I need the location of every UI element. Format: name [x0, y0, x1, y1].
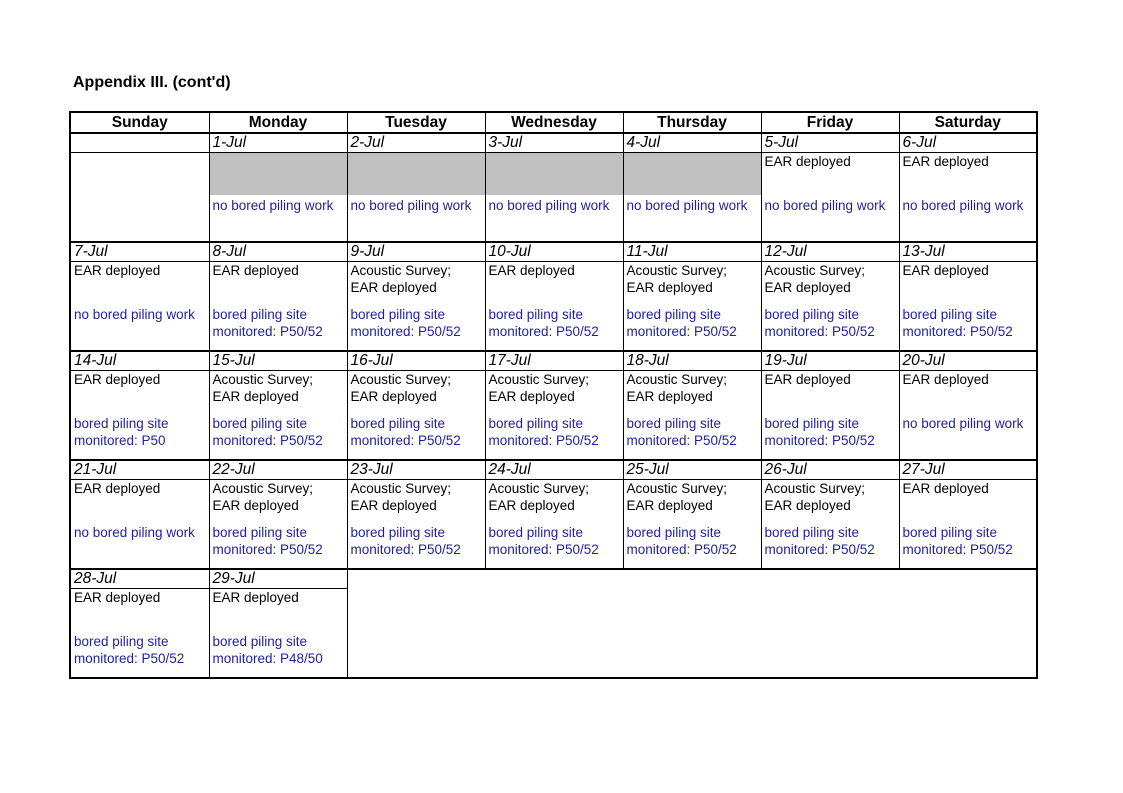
day-date: 28-Jul [70, 569, 209, 589]
day-cell [761, 371, 899, 461]
day-piling-status: no bored piling work [488, 198, 610, 213]
day-cell [70, 262, 209, 352]
day-date: 1-Jul [209, 133, 347, 153]
day-cell [209, 262, 347, 352]
page-title: Appendix III. (cont'd) [73, 74, 231, 91]
day-date: 24-Jul [485, 460, 623, 480]
day-cell [623, 371, 761, 461]
no-data-shading [486, 153, 623, 195]
day-date: 20-Jul [899, 351, 1037, 371]
day-activity: EAR deployed [488, 263, 575, 278]
day-activity: EAR deployed [902, 372, 989, 387]
weekday-wednesday: Wednesday [485, 112, 623, 133]
day-date: 6-Jul [899, 133, 1037, 153]
day-activity: EAR deployed [764, 154, 851, 169]
day-cell [347, 480, 485, 570]
day-cell [347, 153, 485, 243]
day-piling-status: bored piling site monitored: P50/52 [764, 307, 875, 339]
empty-cell [899, 569, 1037, 589]
day-piling-status: bored piling site monitored: P50/52 [212, 525, 323, 557]
day-date: 3-Jul [485, 133, 623, 153]
empty-cell [623, 589, 761, 679]
day-piling-status: bored piling site monitored: P50/52 [350, 307, 461, 339]
day-activity: EAR deployed [212, 263, 299, 278]
day-cell [70, 589, 209, 679]
day-date: 11-Jul [623, 242, 761, 262]
empty-cell [485, 569, 623, 589]
day-date: 18-Jul [623, 351, 761, 371]
week-date-row [70, 242, 1037, 262]
day-date: 9-Jul [347, 242, 485, 262]
day-piling-status: no bored piling work [902, 416, 1024, 431]
day-activity: Acoustic Survey; EAR deployed [488, 372, 590, 404]
no-data-shading [348, 153, 485, 195]
day-date: 12-Jul [761, 242, 899, 262]
empty-cell [899, 589, 1037, 679]
day-activity: EAR deployed [74, 372, 161, 387]
weekday-tuesday: Tuesday [347, 112, 485, 133]
day-piling-status: bored piling site monitored: P50/52 [626, 307, 737, 339]
week-body-row [70, 262, 1037, 352]
week-date-row [70, 569, 1037, 589]
day-piling-status: no bored piling work [764, 198, 886, 213]
day-date: 23-Jul [347, 460, 485, 480]
day-activity: Acoustic Survey; EAR deployed [350, 263, 452, 295]
day-activity: EAR deployed [902, 263, 989, 278]
day-cell [347, 262, 485, 352]
weekday-monday: Monday [209, 112, 347, 133]
day-activity: Acoustic Survey; EAR deployed [488, 481, 590, 513]
day-cell [70, 480, 209, 570]
day-piling-status: bored piling site monitored: P50/52 [764, 525, 875, 557]
calendar-table [69, 111, 1038, 679]
day-date [70, 133, 209, 153]
day-cell [209, 371, 347, 461]
day-cell [623, 153, 761, 243]
day-activity: Acoustic Survey; EAR deployed [212, 372, 314, 404]
day-piling-status: bored piling site monitored: P50/52 [74, 634, 185, 666]
day-date: 26-Jul [761, 460, 899, 480]
day-cell [899, 262, 1037, 352]
day-activity: EAR deployed [212, 590, 299, 605]
day-piling-status: no bored piling work [74, 525, 195, 540]
day-piling-status: no bored piling work [350, 198, 472, 213]
day-piling-status: bored piling site monitored: P50/52 [902, 525, 1013, 557]
day-cell [899, 371, 1037, 461]
day-activity: Acoustic Survey; EAR deployed [764, 481, 866, 513]
day-piling-status: no bored piling work [902, 198, 1024, 213]
day-date: 21-Jul [70, 460, 209, 480]
empty-cell [347, 589, 485, 679]
day-date: 7-Jul [70, 242, 209, 262]
day-cell [761, 480, 899, 570]
day-activity: Acoustic Survey; EAR deployed [350, 481, 452, 513]
day-piling-status: bored piling site monitored: P50/52 [626, 416, 737, 448]
day-cell [347, 371, 485, 461]
day-cell [623, 262, 761, 352]
day-cell [70, 371, 209, 461]
weekday-friday: Friday [761, 112, 899, 133]
week-body-row [70, 589, 1037, 679]
day-activity: Acoustic Survey; EAR deployed [764, 263, 866, 295]
day-cell [485, 262, 623, 352]
day-date: 4-Jul [623, 133, 761, 153]
weekday-header-row [70, 112, 1037, 133]
day-date: 15-Jul [209, 351, 347, 371]
week-body-row [70, 153, 1037, 243]
day-date: 16-Jul [347, 351, 485, 371]
empty-cell [347, 569, 485, 589]
day-piling-status: bored piling site monitored: P50/52 [488, 525, 599, 557]
day-piling-status: bored piling site monitored: P50/52 [350, 416, 461, 448]
day-date: 27-Jul [899, 460, 1037, 480]
day-activity: EAR deployed [74, 590, 161, 605]
day-cell [209, 589, 347, 679]
day-piling-status: no bored piling work [212, 198, 334, 213]
day-activity: EAR deployed [902, 154, 989, 169]
day-date: 22-Jul [209, 460, 347, 480]
day-piling-status: bored piling site monitored: P50/52 [488, 416, 599, 448]
day-piling-status: bored piling site monitored: P50/52 [212, 307, 323, 339]
day-cell [623, 480, 761, 570]
day-date: 19-Jul [761, 351, 899, 371]
week-body-row [70, 480, 1037, 570]
day-piling-status: bored piling site monitored: P50/52 [212, 416, 323, 448]
no-data-shading [624, 153, 761, 195]
day-cell [485, 480, 623, 570]
day-cell [761, 262, 899, 352]
day-date: 29-Jul [209, 569, 347, 589]
day-date: 5-Jul [761, 133, 899, 153]
weekday-saturday: Saturday [899, 112, 1037, 133]
day-activity: Acoustic Survey; EAR deployed [350, 372, 452, 404]
day-piling-status: bored piling site monitored: P50/52 [350, 525, 461, 557]
day-activity: Acoustic Survey; EAR deployed [212, 481, 314, 513]
week-date-row [70, 133, 1037, 153]
day-activity: Acoustic Survey; EAR deployed [626, 481, 728, 513]
day-cell [485, 371, 623, 461]
day-piling-status: no bored piling work [74, 307, 195, 322]
day-date: 14-Jul [70, 351, 209, 371]
day-activity: Acoustic Survey; EAR deployed [626, 263, 728, 295]
day-piling-status: bored piling site monitored: P50/52 [902, 307, 1013, 339]
day-date: 10-Jul [485, 242, 623, 262]
empty-cell [761, 589, 899, 679]
day-cell [761, 153, 899, 243]
day-cell [899, 480, 1037, 570]
day-cell [209, 153, 347, 243]
week-body-row [70, 371, 1037, 461]
no-data-shading [210, 153, 347, 195]
day-date: 8-Jul [209, 242, 347, 262]
empty-cell [623, 569, 761, 589]
day-activity: EAR deployed [902, 481, 989, 496]
weekday-sunday: Sunday [70, 112, 209, 133]
day-cell [485, 153, 623, 243]
day-piling-status: no bored piling work [626, 198, 748, 213]
week-date-row [70, 351, 1037, 371]
day-activity: EAR deployed [74, 263, 161, 278]
day-cell [70, 153, 209, 243]
day-activity: EAR deployed [764, 372, 851, 387]
day-date: 25-Jul [623, 460, 761, 480]
day-activity: Acoustic Survey; EAR deployed [626, 372, 728, 404]
empty-cell [485, 589, 623, 679]
weekday-thursday: Thursday [623, 112, 761, 133]
day-cell [899, 153, 1037, 243]
day-piling-status: bored piling site monitored: P50/52 [488, 307, 599, 339]
empty-cell [761, 569, 899, 589]
day-piling-status: bored piling site monitored: P50 [74, 416, 169, 448]
day-piling-status: bored piling site monitored: P50/52 [626, 525, 737, 557]
day-cell [209, 480, 347, 570]
day-activity: EAR deployed [74, 481, 161, 496]
day-date: 17-Jul [485, 351, 623, 371]
day-date: 2-Jul [347, 133, 485, 153]
day-piling-status: bored piling site monitored: P48/50 [212, 634, 323, 666]
day-date: 13-Jul [899, 242, 1037, 262]
week-date-row [70, 460, 1037, 480]
day-piling-status: bored piling site monitored: P50/52 [764, 416, 875, 448]
